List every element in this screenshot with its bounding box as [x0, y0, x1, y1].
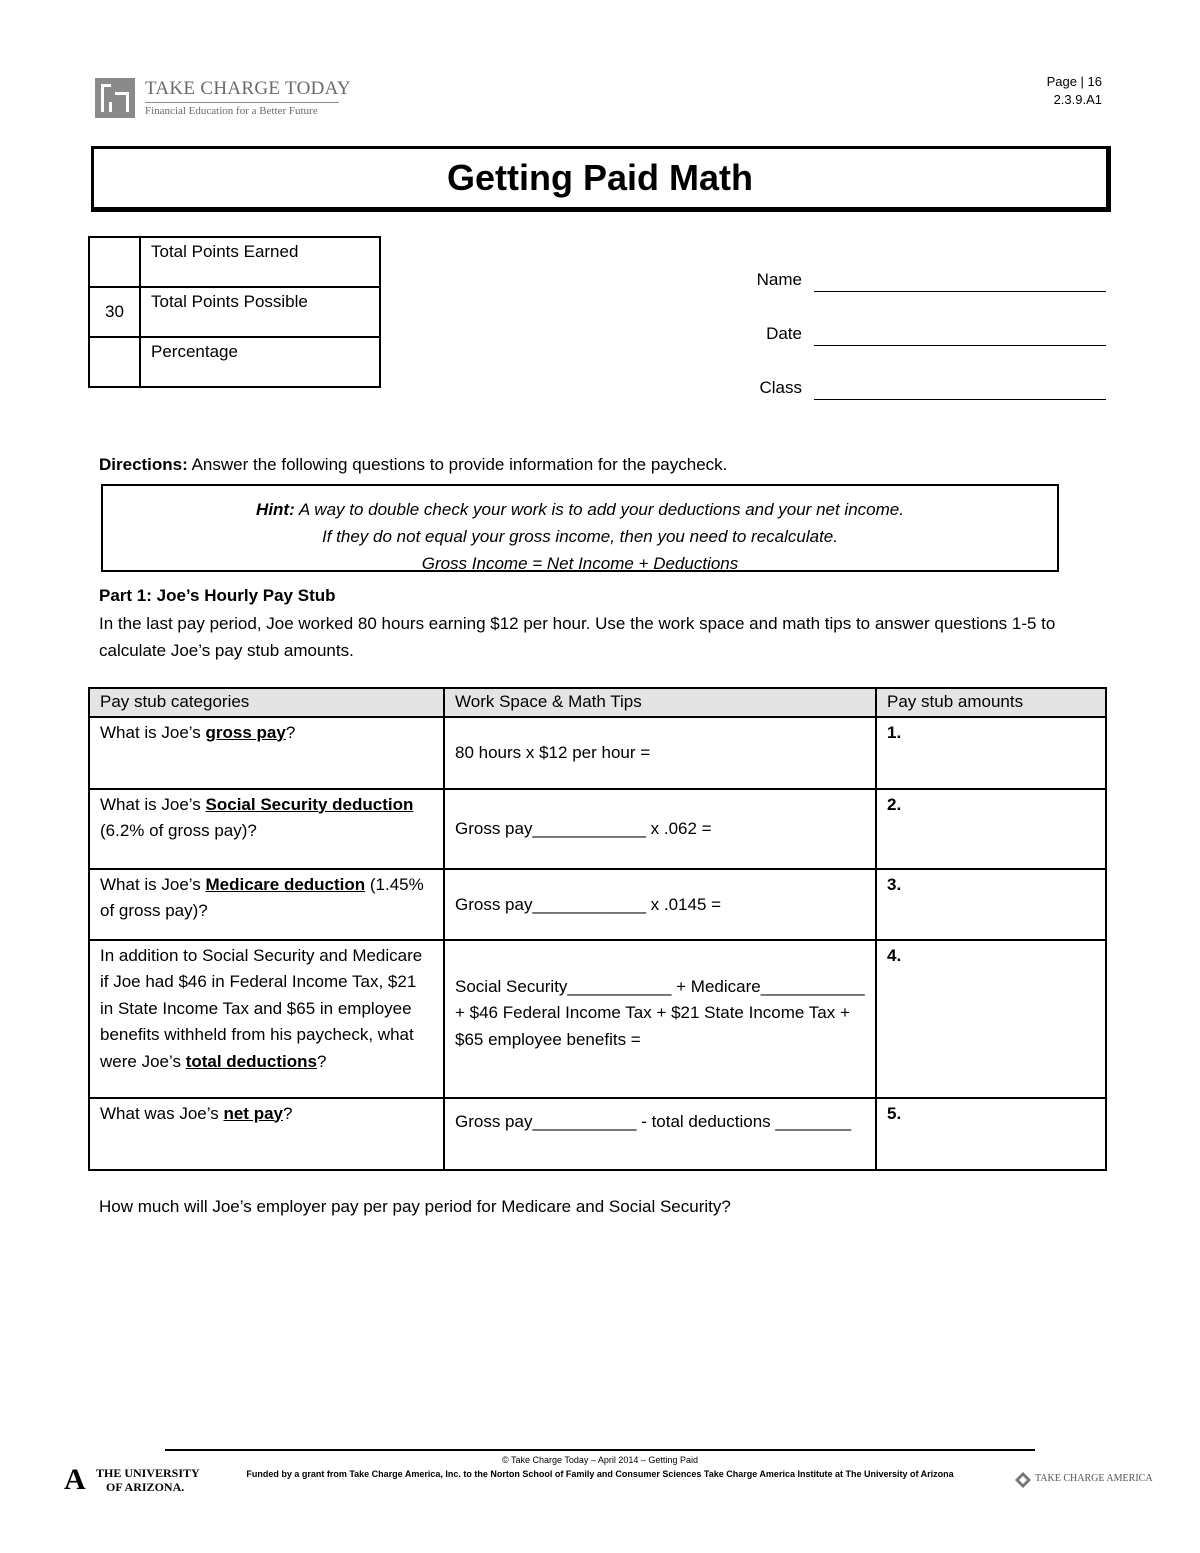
- logo-divider: [145, 102, 339, 103]
- question-text: (1.45% of gross pay)?: [100, 874, 424, 920]
- ua-line-1: THE UNIVERSITY: [96, 1466, 200, 1480]
- date-line[interactable]: [814, 345, 1106, 346]
- hint-line-1: [103, 496, 1057, 523]
- arizona-a-icon: A: [64, 1463, 86, 1496]
- ua-line-2: OF ARIZONA.: [106, 1480, 185, 1494]
- amount-cell[interactable]: 4.: [876, 940, 1106, 1098]
- question-text: ?: [285, 722, 296, 742]
- question-text: ?: [316, 1051, 327, 1071]
- part-1-instructions: In the last pay period, Joe worked 80 hours earning $12 per hour. Use the work space and math tips to answer questions 1-5 to calculate Joe’s pay stub amounts.: [99, 614, 1056, 660]
- logo-title: TAKE CHARGE TODAY: [145, 78, 351, 99]
- table-row: [89, 1098, 1106, 1170]
- footer-copyright: © Take Charge Today – April 2014 – Getting Paid: [502, 1455, 698, 1465]
- question-term: gross pay: [205, 722, 286, 742]
- table-row: [89, 869, 1106, 940]
- column-header-categories: Pay stub categories: [89, 688, 444, 717]
- tca-logo-text: TAKE CHARGE AMERICA: [1035, 1473, 1153, 1484]
- directions-text: Answer the following questions to provide information for the paycheck.: [187, 455, 728, 474]
- page-label: Page | 16: [1046, 74, 1102, 89]
- class-field[interactable]: [700, 370, 1106, 400]
- question-text: What is Joe’s: [100, 794, 206, 814]
- hint-line-2: If they do not equal your gross income, then you need to recalculate.: [322, 527, 838, 546]
- table-row: [89, 717, 1106, 789]
- points-earned-label: Total Points Earned: [140, 237, 380, 287]
- document-code: 2.3.9.A1: [1053, 92, 1102, 107]
- ua-logo-text: [96, 1466, 200, 1494]
- work-space-cell[interactable]: 80 hours x $12 per hour =: [444, 717, 876, 789]
- points-row: [89, 237, 380, 287]
- amount-cell[interactable]: 1.: [876, 717, 1106, 789]
- take-charge-today-logo: [95, 76, 351, 122]
- work-space-cell[interactable]: Gross pay___________ - total deductions ________: [444, 1098, 876, 1170]
- tca-mark-icon: [1015, 1472, 1031, 1488]
- logo-subtitle: Financial Education for a Better Future: [145, 105, 318, 117]
- table-row: [89, 940, 1106, 1098]
- column-header-amounts: Pay stub amounts: [876, 688, 1106, 717]
- hint-line-3: Gross Income = Net Income + Deductions: [421, 554, 739, 573]
- pay-stub-table: [88, 687, 1107, 1171]
- university-of-arizona-logo: [64, 1465, 199, 1497]
- question-text: What is Joe’s: [100, 722, 206, 742]
- directions-label: Directions:: [99, 455, 188, 474]
- table-row: [89, 789, 1106, 869]
- page-number: [1047, 73, 1102, 109]
- employer-question: How much will Joe’s employer pay per pay period for Medicare and Social Security?: [99, 1197, 731, 1216]
- points-possible-label: Total Points Possible: [140, 287, 380, 337]
- name-line[interactable]: [814, 291, 1106, 292]
- points-row: [89, 287, 380, 337]
- hint-text-1: A way to double check your work is to add your deductions and your net income.: [294, 500, 904, 519]
- work-space-cell[interactable]: Social Security___________ + Medicare___________ + $46 Federal Income Tax + $21 State Income Tax + $65 employee benefits =: [444, 940, 876, 1098]
- directions: [99, 455, 727, 475]
- question-cell: [89, 940, 444, 1098]
- amount-cell[interactable]: 5.: [876, 1098, 1106, 1170]
- table-header-row: [89, 688, 1106, 717]
- column-header-work-space: Work Space & Math Tips: [444, 688, 876, 717]
- question-cell: [89, 1098, 444, 1170]
- points-possible-value: 30: [89, 287, 140, 337]
- title-box: [91, 146, 1111, 212]
- points-table: [88, 236, 381, 388]
- question-text: ?: [283, 1103, 293, 1123]
- date-field[interactable]: [700, 316, 1106, 346]
- date-label: Date: [766, 324, 802, 343]
- question-text: What was Joe’s: [100, 1103, 224, 1123]
- class-label: Class: [759, 378, 802, 397]
- points-row: [89, 337, 380, 387]
- name-field[interactable]: [700, 262, 1106, 292]
- amount-cell[interactable]: 2.: [876, 789, 1106, 869]
- question-term: Social Security deduction: [205, 794, 414, 814]
- question-text: What is Joe’s: [100, 874, 206, 894]
- hint-box: [101, 484, 1059, 572]
- logo-mark-icon: [95, 78, 135, 118]
- class-line[interactable]: [814, 399, 1106, 400]
- take-charge-america-logo: [1015, 1470, 1153, 1492]
- percentage-value[interactable]: [89, 337, 140, 387]
- part-1-title: Part 1: Joe’s Hourly Pay Stub: [99, 586, 336, 605]
- question-term: Medicare deduction: [205, 874, 366, 894]
- question-term: net pay: [223, 1103, 283, 1123]
- work-space-cell[interactable]: Gross pay____________ x .062 =: [444, 789, 876, 869]
- question-text: (6.2% of gross pay)?: [100, 821, 257, 840]
- hint-label: Hint:: [256, 500, 295, 519]
- page-title: Getting Paid Math: [447, 157, 753, 198]
- question-text: In addition to Social Security and Medicare if Joe had $46 in Federal Income Tax, $21 in State Income Tax and $65 in employee benefits withheld from his paycheck, what were Joe’s: [100, 945, 423, 1071]
- question-term: total deductions: [185, 1051, 317, 1071]
- name-label: Name: [756, 270, 802, 289]
- question-cell: [89, 717, 444, 789]
- work-space-cell[interactable]: Gross pay____________ x .0145 =: [444, 869, 876, 940]
- percentage-label: Percentage: [140, 337, 380, 387]
- question-cell: [89, 789, 444, 869]
- amount-cell[interactable]: 3.: [876, 869, 1106, 940]
- question-cell: [89, 869, 444, 940]
- footer-divider: [165, 1449, 1035, 1451]
- points-earned-value[interactable]: [89, 237, 140, 287]
- footer-funding-note: Funded by a grant from Take Charge America, Inc. to the Norton School of Family and Consumer Sciences Take Charge America Institute at The University of Arizona: [246, 1469, 954, 1479]
